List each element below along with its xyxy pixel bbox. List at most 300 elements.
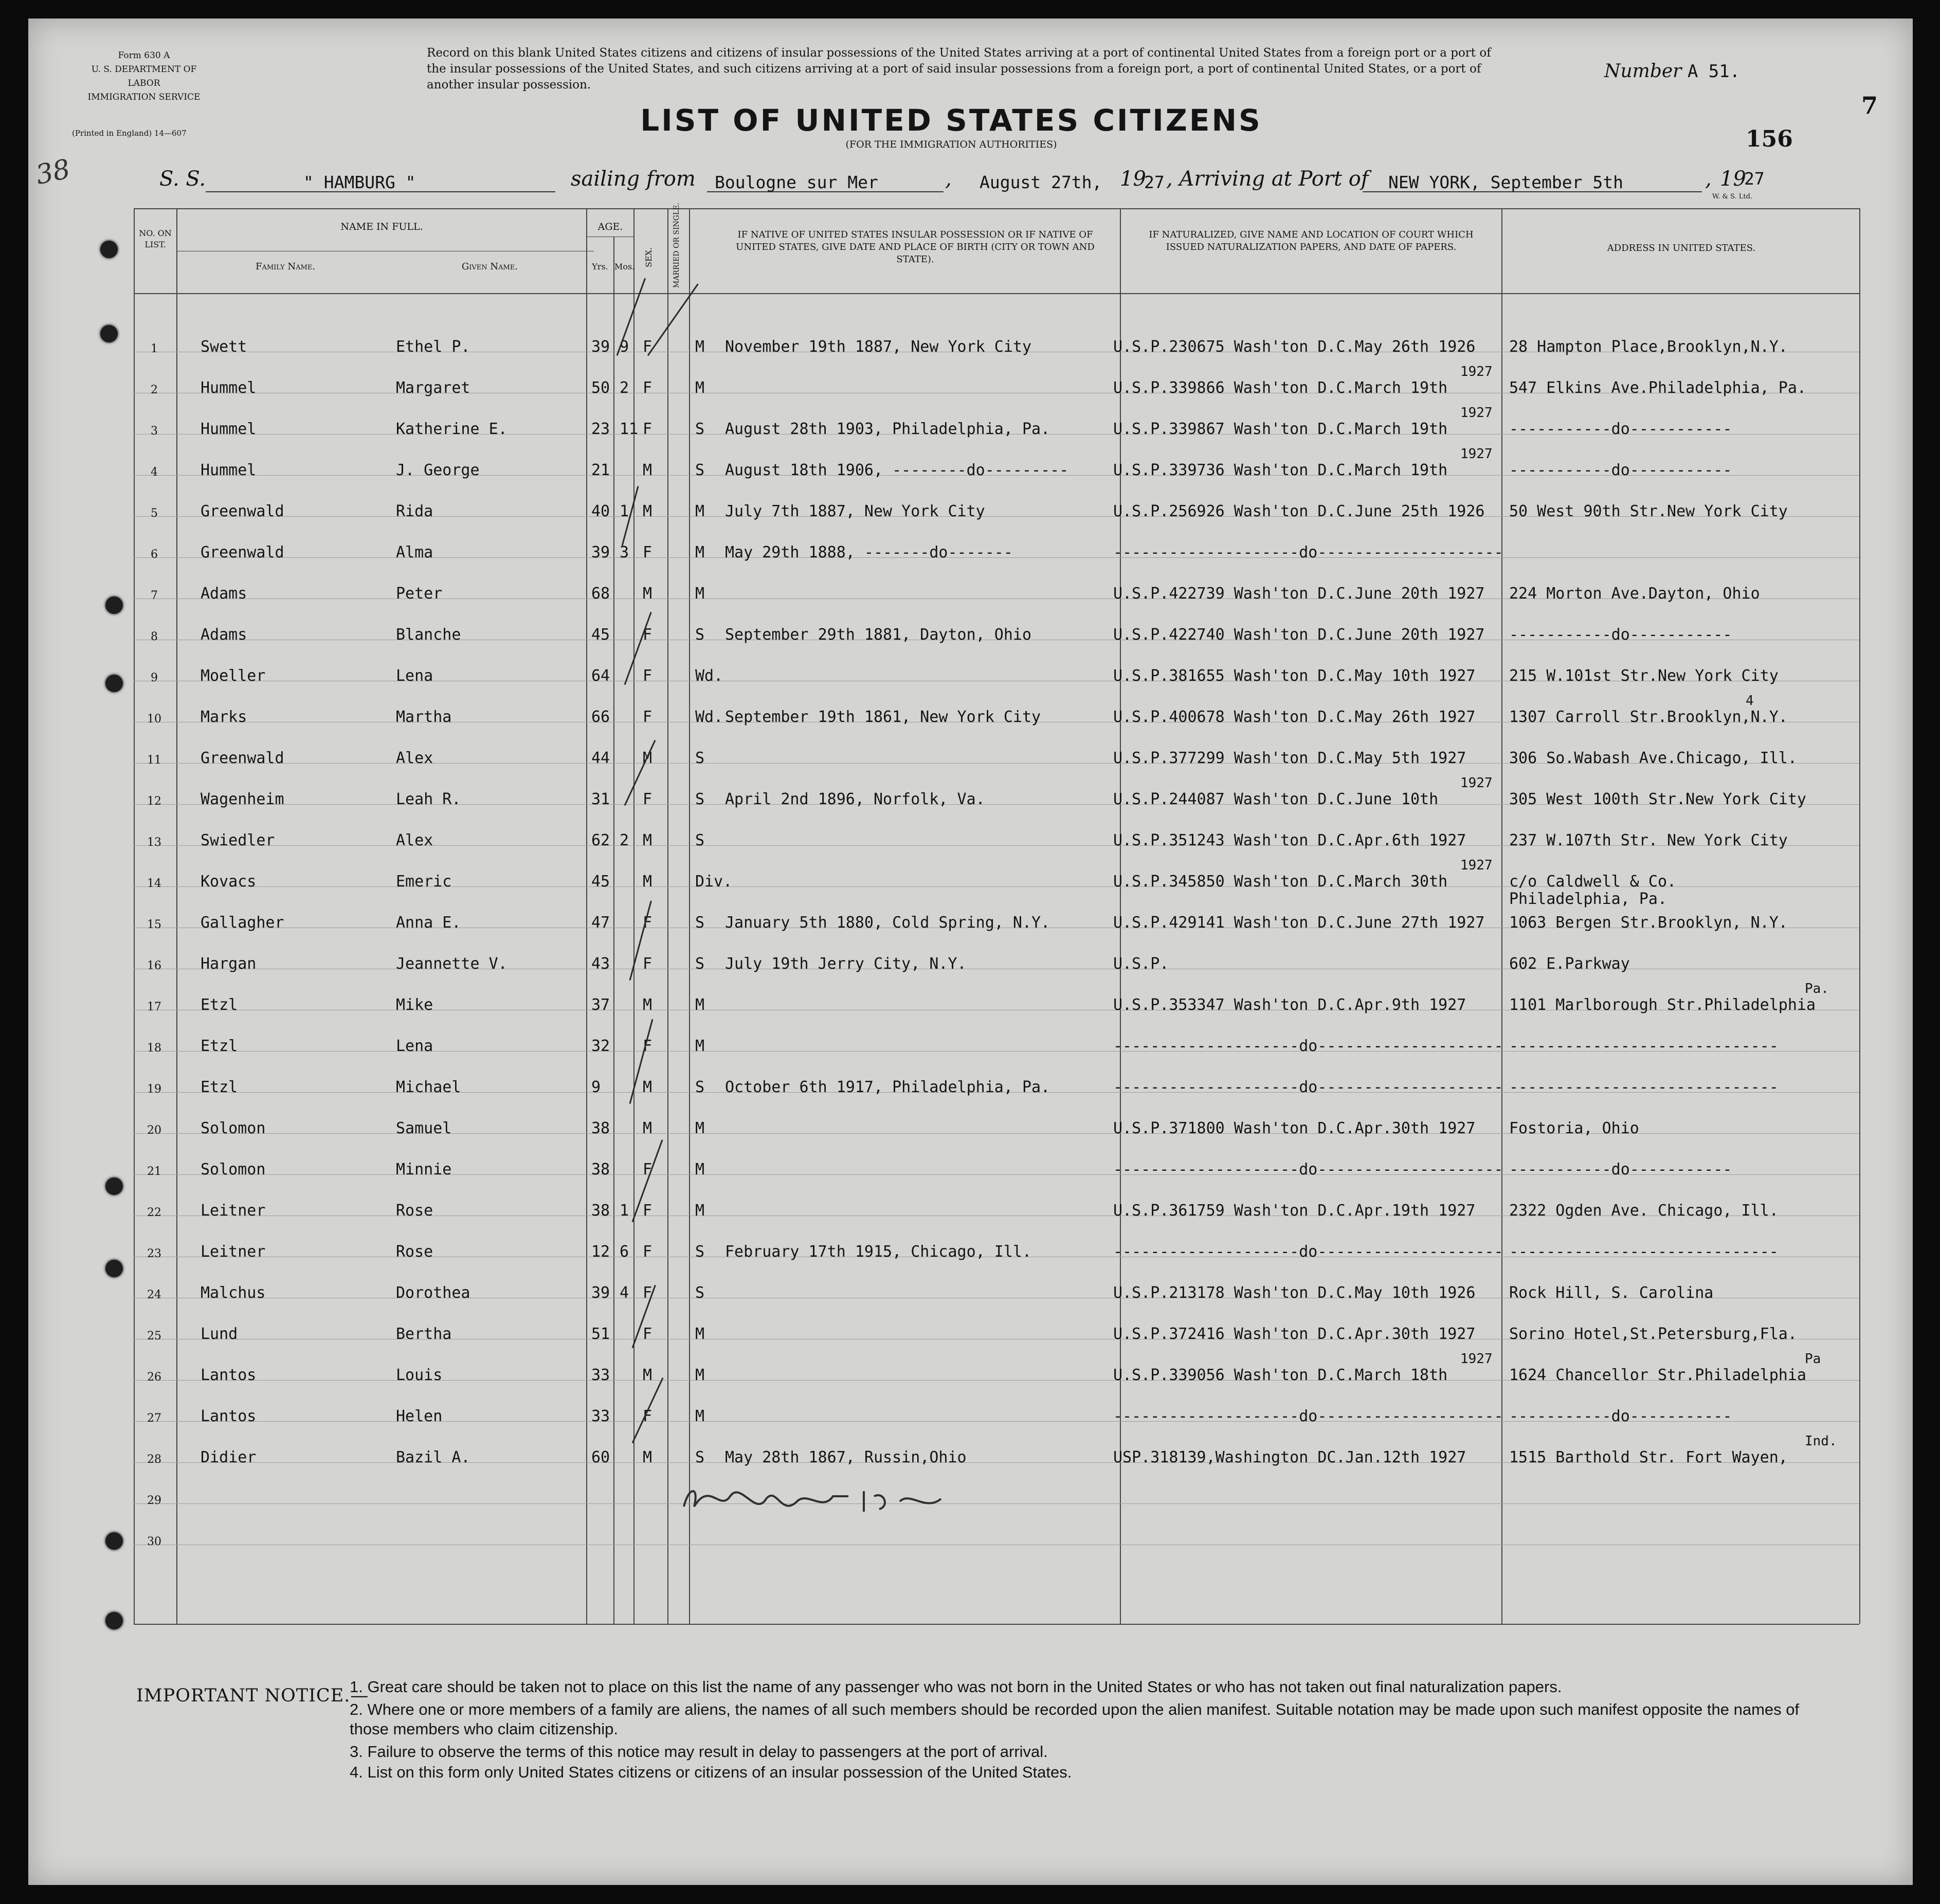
address: 1063 Bergen Str.Brooklyn, N.Y.: [1509, 914, 1788, 932]
given-name: J. George: [396, 461, 480, 479]
marital-status: M: [695, 1407, 705, 1425]
sex: F: [643, 626, 652, 644]
row-number: 11: [147, 754, 161, 767]
family-name: Hummel: [201, 461, 257, 479]
arriving-year-prefix: 19: [1720, 167, 1746, 191]
age-months: 4: [620, 1284, 629, 1302]
address: -----------do-----------: [1509, 1160, 1732, 1178]
family-name: Etzl: [201, 996, 238, 1014]
age-years: 47: [591, 914, 610, 932]
notice-item-3: 3. Failure to observe the terms of this notice may result in delay to passengers at the port of arrival.: [350, 1743, 1048, 1761]
sex: M: [643, 1078, 652, 1096]
given-name: Jeannette V.: [396, 955, 507, 973]
birth-info: February 17th 1915, Chicago, Ill.: [725, 1243, 1032, 1261]
birth-info: April 2nd 1896, Norfolk, Va.: [725, 790, 985, 808]
row-number: 29: [147, 1494, 161, 1507]
col-mos: Mos.: [614, 262, 635, 271]
row-number: 10: [147, 713, 161, 726]
given-name: Martha: [396, 708, 452, 726]
ship-name: " HAMBURG ": [303, 172, 416, 192]
birth-info: November 19th 1887, New York City: [725, 338, 1032, 356]
row-number: 19: [147, 1083, 161, 1096]
sex: F: [643, 338, 652, 356]
sex: M: [643, 749, 652, 767]
col-birth: IF NATIVE OF UNITED STATES INSULAR POSSESSION OR IF NATIVE OF UNITED STATES, GIVE DATE AND PLACE OF BIRTH (CITY OR TOWN AND STATE).: [736, 229, 1095, 265]
family-name: Etzl: [201, 1078, 238, 1096]
naturalization: U.S.P.400678 Wash'ton D.C.May 26th 1927: [1113, 708, 1476, 726]
naturalization: U.S.P.429141 Wash'ton D.C.June 27th 1927: [1113, 914, 1485, 932]
given-name: Minnie: [396, 1160, 452, 1178]
col-married: MARRIED OR SINGLE.: [673, 203, 681, 288]
age-years: 39: [591, 338, 610, 356]
address: 1515 Barthold Str. Fort Wayen,: [1509, 1448, 1788, 1466]
birth-info: August 28th 1903, Philadelphia, Pa.: [725, 420, 1050, 438]
family-name: Malchus: [201, 1284, 266, 1302]
marital-status: Wd.: [695, 708, 723, 726]
address: 1307 Carroll Str.Brooklyn,N.Y.: [1509, 708, 1788, 726]
family-name: Adams: [201, 626, 247, 644]
age-years: 33: [591, 1366, 610, 1384]
row-number: 30: [147, 1535, 161, 1548]
address: 306 So.Wabash Ave.Chicago, Ill.: [1509, 749, 1797, 767]
naturalization: --------------------do--------------------: [1113, 543, 1503, 561]
sex: M: [643, 1448, 652, 1466]
age-years: 64: [591, 667, 610, 685]
address: -----------do-----------: [1509, 626, 1732, 644]
age-months: 11: [620, 420, 639, 438]
marital-status: Div.: [695, 873, 733, 891]
naturalization: U.S.P.: [1113, 955, 1169, 973]
row-number: 7: [151, 589, 158, 602]
ship-fill-line: [206, 191, 555, 192]
ss-label: S. S.: [159, 167, 206, 191]
address: -----------------------------: [1509, 1078, 1779, 1096]
printed-note: (Printed in England) 14—607: [72, 129, 187, 138]
address: c/o Caldwell & Co.: [1509, 873, 1677, 891]
birth-info: August 18th 1906, --------do---------: [725, 461, 1069, 479]
sailing-label: sailing from: [571, 167, 696, 191]
birth-info: September 19th 1861, New York City: [725, 708, 1041, 726]
family-name: Leitner: [201, 1243, 266, 1261]
marital-status: M: [695, 1037, 705, 1055]
age-years: 62: [591, 831, 610, 849]
address: -----------do-----------: [1509, 461, 1732, 479]
sex: M: [643, 585, 652, 603]
sex: F: [643, 1160, 652, 1178]
marital-status: M: [695, 1366, 705, 1384]
department: U. S. DEPARTMENT OF LABOR: [91, 64, 197, 88]
given-name: Alex: [396, 749, 433, 767]
col-address: ADDRESS IN UNITED STATES.: [1607, 243, 1756, 253]
sex: F: [643, 914, 652, 932]
page-subtitle: (FOR THE IMMIGRATION AUTHORITIES): [845, 139, 1057, 150]
row-number: 2: [151, 384, 158, 396]
sex: F: [643, 1407, 652, 1425]
naturalization: U.S.P.422740 Wash'ton D.C.June 20th 1927: [1113, 626, 1485, 644]
marital-status: S: [695, 790, 705, 808]
given-name: Michael: [396, 1078, 461, 1096]
sex: M: [643, 831, 652, 849]
row-number: 24: [147, 1289, 161, 1301]
comma-mark: ,: [945, 167, 952, 191]
age-months: 3: [620, 543, 629, 561]
address: Rock Hill, S. Carolina: [1509, 1284, 1714, 1302]
naturalization: U.S.P.353347 Wash'ton D.C.Apr.9th 1927: [1113, 996, 1466, 1014]
notice-item-1: 1. Great care should be taken not to place on this list the name of any passenger who was not born in the United States or who has not taken out final naturalization papers.: [350, 1678, 1562, 1696]
naturalization: U.S.P.377299 Wash'ton D.C.May 5th 1927: [1113, 749, 1466, 767]
row-number: 27: [147, 1412, 161, 1425]
row-number: 18: [147, 1042, 161, 1055]
comma-mark-2: ,: [1705, 167, 1712, 191]
row-number: 1: [151, 342, 158, 355]
marital-status: S: [695, 461, 705, 479]
sex: F: [643, 1325, 652, 1343]
family-name: Greenwald: [201, 543, 284, 561]
given-name: Rida: [396, 502, 433, 520]
naturalization: U.S.P.361759 Wash'ton D.C.Apr.19th 1927: [1113, 1202, 1476, 1220]
age-years: 38: [591, 1160, 610, 1178]
row-number: 23: [147, 1247, 161, 1260]
row-rule: [134, 1503, 1859, 1504]
marital-status: S: [695, 914, 705, 932]
age-years: 31: [591, 790, 610, 808]
marital-status: M: [695, 1119, 705, 1137]
marital-status: S: [695, 1448, 705, 1466]
naturalization: --------------------do--------------------: [1113, 1037, 1503, 1055]
page-number: 156: [1746, 126, 1793, 152]
number-value: A 51.: [1687, 61, 1740, 82]
given-name: Rose: [396, 1202, 433, 1220]
family-name: Adams: [201, 585, 247, 603]
corner-mark: 7: [1861, 92, 1878, 119]
arrival-fill-line: [1363, 191, 1702, 192]
row-number: 5: [151, 507, 158, 520]
marital-status: S: [695, 1284, 705, 1302]
form-number: Form 630 A: [118, 50, 170, 61]
marital-status: M: [695, 379, 705, 397]
address: -----------do-----------: [1509, 420, 1732, 438]
col-family-name: Family Name.: [255, 261, 316, 272]
address: 2322 Ogden Ave. Chicago, Ill.: [1509, 1202, 1779, 1220]
naturalization: U.S.P.244087 Wash'ton D.C.June 10th: [1113, 790, 1439, 808]
row-number: 15: [147, 918, 161, 931]
marital-status: M: [695, 1160, 705, 1178]
age-years: 43: [591, 955, 610, 973]
address: 547 Elkins Ave.Philadelphia, Pa.: [1509, 379, 1806, 397]
given-name: Katherine E.: [396, 420, 507, 438]
given-name: Bazil A.: [396, 1448, 470, 1466]
sailing-date: August 27th,: [980, 172, 1102, 192]
given-name: Rose: [396, 1243, 433, 1261]
sex: M: [643, 996, 652, 1014]
marital-status: M: [695, 338, 705, 356]
naturalization: U.S.P.351243 Wash'ton D.C.Apr.6th 1927: [1113, 831, 1466, 849]
given-name: Leah R.: [396, 790, 461, 808]
marital-status: M: [695, 996, 705, 1014]
address: 224 Morton Ave.Dayton, Ohio: [1509, 585, 1760, 603]
row-number: 13: [147, 836, 161, 849]
age-months: 2: [620, 379, 629, 397]
notice-heading: IMPORTANT NOTICE.—: [136, 1685, 369, 1706]
address: Fostoria, Ohio: [1509, 1119, 1639, 1137]
age-years: 12: [591, 1243, 610, 1261]
row-number: 25: [147, 1330, 161, 1343]
address-note: 4: [1746, 693, 1754, 709]
row-number: 28: [147, 1453, 161, 1466]
naturalization: U.S.P.339736 Wash'ton D.C.March 19th: [1113, 461, 1448, 479]
age-years: 60: [591, 1448, 610, 1466]
marital-status: M: [695, 585, 705, 603]
sex: M: [643, 1119, 652, 1137]
marital-status: S: [695, 749, 705, 767]
address: 602 E.Parkway: [1509, 955, 1630, 973]
row-number: 17: [147, 1001, 161, 1013]
sailing-year-prefix: 19: [1120, 167, 1146, 191]
given-name: Lena: [396, 1037, 433, 1055]
naturalization: U.S.P.422739 Wash'ton D.C.June 20th 1927: [1113, 585, 1485, 603]
notice-item-2: 2. Where one or more members of a family are aliens, the names of all such members should be recorded upon the alien manifest. Suitable notation may be made upon such manifest opposite the names of those members who claim citizenship.: [350, 1700, 1800, 1738]
family-name: Greenwald: [201, 502, 284, 520]
row-number: 3: [151, 425, 158, 438]
family-name: Hargan: [201, 955, 257, 973]
family-name: Kovacs: [201, 873, 257, 891]
given-name: Alex: [396, 831, 433, 849]
birth-info: May 29th 1888, -------do-------: [725, 543, 1013, 561]
naturalization: U.S.P.339867 Wash'ton D.C.March 19th: [1113, 420, 1448, 438]
given-name: Emeric: [396, 873, 452, 891]
service: IMMIGRATION SERVICE: [87, 92, 201, 102]
address: -----------------------------: [1509, 1243, 1779, 1261]
marital-status: M: [695, 1202, 705, 1220]
age-years: 51: [591, 1325, 610, 1343]
sailing-fill-line: [707, 191, 944, 192]
age-years: 9: [591, 1078, 601, 1096]
naturalization: U.S.P.213178 Wash'ton D.C.May 10th 1926: [1113, 1284, 1476, 1302]
family-name: Swiedler: [201, 831, 275, 849]
birth-info: October 6th 1917, Philadelphia, Pa.: [725, 1078, 1050, 1096]
naturalization: --------------------do--------------------: [1113, 1160, 1503, 1178]
family-name: Gallagher: [201, 914, 284, 932]
naturalization: U.S.P.256926 Wash'ton D.C.June 25th 1926: [1113, 502, 1485, 520]
row-number: 8: [151, 630, 158, 643]
given-name: Helen: [396, 1407, 443, 1425]
sex: F: [643, 543, 652, 561]
naturalization: USP.318139,Washington DC.Jan.12th 1927: [1113, 1448, 1466, 1466]
given-name: Anna E.: [396, 914, 461, 932]
naturalization-year-note: 1927: [1460, 446, 1493, 462]
row-number: 22: [147, 1206, 161, 1219]
age-years: 68: [591, 585, 610, 603]
family-name: Marks: [201, 708, 247, 726]
marital-status: S: [695, 831, 705, 849]
naturalization: U.S.P.381655 Wash'ton D.C.May 10th 1927: [1113, 667, 1476, 685]
age-years: 45: [591, 873, 610, 891]
given-name: Samuel: [396, 1119, 452, 1137]
birth-info: May 28th 1867, Russin,Ohio: [725, 1448, 967, 1466]
marital-status: M: [695, 1325, 705, 1343]
family-name: Lantos: [201, 1407, 257, 1425]
age-months: 6: [620, 1243, 629, 1261]
given-name: Mike: [396, 996, 433, 1014]
manifest-sheet: [28, 19, 1913, 1885]
family-name: Lund: [201, 1325, 238, 1343]
number-label: Number: [1604, 61, 1682, 82]
naturalization-year-note: 1927: [1460, 1351, 1493, 1367]
age-years: 32: [591, 1037, 610, 1055]
row-number: 16: [147, 959, 161, 972]
given-name: Bertha: [396, 1325, 452, 1343]
sex: M: [643, 502, 652, 520]
naturalization: U.S.P.372416 Wash'ton D.C.Apr.30th 1927: [1113, 1325, 1476, 1343]
preamble: Record on this blank United States citizens and citizens of insular possessions of the United States arriving at a port of continental United States from a foreign port or a port of the insular possessions of the United States, and such citizens arriving at a port of said insular possessions from a foreign port, a port of continental United States, or a port of another insular possession.: [427, 46, 1491, 92]
marital-status: M: [695, 543, 705, 561]
naturalization: U.S.P.345850 Wash'ton D.C.March 30th: [1113, 873, 1448, 891]
address: -----------do-----------: [1509, 1407, 1732, 1425]
age-months: 1: [620, 1202, 629, 1220]
address: 1624 Chancellor Str.Philadelphia: [1509, 1366, 1806, 1384]
given-name: Louis: [396, 1366, 443, 1384]
inspector-signature: [679, 1471, 946, 1527]
birth-info: January 5th 1880, Cold Spring, N.Y.: [725, 914, 1050, 932]
family-name: Etzl: [201, 1037, 238, 1055]
naturalization: --------------------do--------------------: [1113, 1407, 1503, 1425]
row-number: 14: [147, 877, 161, 890]
given-name: Dorothea: [396, 1284, 470, 1302]
sex: F: [643, 1284, 652, 1302]
family-name: Didier: [201, 1448, 257, 1466]
age-years: 45: [591, 626, 610, 644]
naturalization-year-note: 1927: [1460, 405, 1493, 421]
age-years: 33: [591, 1407, 610, 1425]
marital-status: Wd.: [695, 667, 723, 685]
sex: F: [643, 420, 652, 438]
address: Sorino Hotel,St.Petersburg,Fla.: [1509, 1325, 1797, 1343]
birth-info: September 29th 1881, Dayton, Ohio: [725, 626, 1032, 644]
naturalization: U.S.P.230675 Wash'ton D.C.May 26th 1926: [1113, 338, 1476, 356]
sex: M: [643, 461, 652, 479]
marital-status: S: [695, 1078, 705, 1096]
sex: F: [643, 379, 652, 397]
col-yrs: Yrs.: [592, 262, 608, 271]
naturalization: --------------------do--------------------: [1113, 1243, 1503, 1261]
sailing-year: 27: [1144, 172, 1165, 192]
age-months: 1: [620, 502, 629, 520]
address: 28 Hampton Place,Brooklyn,N.Y.: [1509, 338, 1788, 356]
arriving-year: 27: [1744, 169, 1765, 189]
age-years: 37: [591, 996, 610, 1014]
family-name: Greenwald: [201, 749, 284, 767]
col-name-in-full: NAME IN FULL.: [340, 221, 423, 232]
address-note: Ind.: [1805, 1434, 1837, 1449]
family-name: Hummel: [201, 420, 257, 438]
row-number: 12: [147, 795, 161, 808]
age-years: 66: [591, 708, 610, 726]
birth-info: July 19th Jerry City, N.Y.: [725, 955, 967, 973]
naturalization: U.S.P.339866 Wash'ton D.C.March 19th: [1113, 379, 1448, 397]
naturalization-year-note: 1927: [1460, 775, 1493, 791]
family-name: Solomon: [201, 1160, 266, 1178]
printer-mark: W. & S. Ltd.: [1712, 193, 1753, 201]
age-months: 2: [620, 831, 629, 849]
page-title: LIST OF UNITED STATES CITIZENS: [640, 103, 1262, 138]
form-identifier: [77, 49, 211, 104]
age-years: 44: [591, 749, 610, 767]
col-no: NO. ON LIST.: [139, 228, 172, 249]
arriving-port: NEW YORK, September 5th: [1388, 172, 1623, 192]
sex: M: [643, 873, 652, 891]
address: 215 W.101st Str.New York City: [1509, 667, 1779, 685]
age-years: 38: [591, 1119, 610, 1137]
given-name: Lena: [396, 667, 433, 685]
family-name: Moeller: [201, 667, 266, 685]
handwritten-number: 38: [33, 153, 73, 191]
address-note: Pa: [1805, 1351, 1821, 1367]
address: 305 West 100th Str.New York City: [1509, 790, 1806, 808]
naturalization-year-note: 1927: [1460, 364, 1493, 379]
address: 50 West 90th Str.New York City: [1509, 502, 1788, 520]
age-years: 23: [591, 420, 610, 438]
sailing-from: Boulogne sur Mer: [715, 172, 878, 192]
row-number: 26: [147, 1371, 161, 1384]
age-years: 21: [591, 461, 610, 479]
sex: M: [643, 1366, 652, 1384]
col-age: AGE.: [597, 221, 623, 232]
marital-status: S: [695, 420, 705, 438]
naturalization: U.S.P.339056 Wash'ton D.C.March 18th: [1113, 1366, 1448, 1384]
marital-status: S: [695, 955, 705, 973]
given-name: Blanche: [396, 626, 461, 644]
naturalization: U.S.P.371800 Wash'ton D.C.Apr.30th 1927: [1113, 1119, 1476, 1137]
list-number: [1604, 61, 1740, 82]
family-name: Leitner: [201, 1202, 266, 1220]
address: 237 W.107th Str. New York City: [1509, 831, 1788, 849]
age-years: 39: [591, 543, 610, 561]
row-number: 20: [147, 1124, 161, 1137]
family-name: Lantos: [201, 1366, 257, 1384]
age-years: 39: [591, 1284, 610, 1302]
address: 1101 Marlborough Str.Philadelphia: [1509, 996, 1816, 1014]
row-number: 4: [151, 466, 158, 479]
address-note: Pa.: [1805, 981, 1829, 996]
age-years: 50: [591, 379, 610, 397]
naturalization-year-note: 1927: [1460, 858, 1493, 873]
col-given-name: Given Name.: [461, 261, 518, 272]
sex: F: [643, 1243, 652, 1261]
sex: F: [643, 708, 652, 726]
family-name: Wagenheim: [201, 790, 284, 808]
age-months: 9: [620, 338, 629, 356]
age-years: 38: [591, 1202, 610, 1220]
given-name: Ethel P.: [396, 338, 470, 356]
row-number: 21: [147, 1165, 161, 1178]
sex: F: [643, 790, 652, 808]
naturalization: --------------------do--------------------: [1113, 1078, 1503, 1096]
age-years: 40: [591, 502, 610, 520]
address: -----------------------------: [1509, 1037, 1779, 1055]
marital-status: S: [695, 1243, 705, 1261]
row-number: 6: [151, 548, 158, 561]
marital-status: S: [695, 626, 705, 644]
family-name: Swett: [201, 338, 247, 356]
sex: F: [643, 1202, 652, 1220]
family-name: Hummel: [201, 379, 257, 397]
family-name: Solomon: [201, 1119, 266, 1137]
marital-status: M: [695, 502, 705, 520]
row-number: 9: [151, 672, 158, 684]
address-line-2: Philadelphia, Pa.: [1509, 890, 1667, 908]
given-name: Margaret: [396, 379, 470, 397]
given-name: Alma: [396, 543, 433, 561]
